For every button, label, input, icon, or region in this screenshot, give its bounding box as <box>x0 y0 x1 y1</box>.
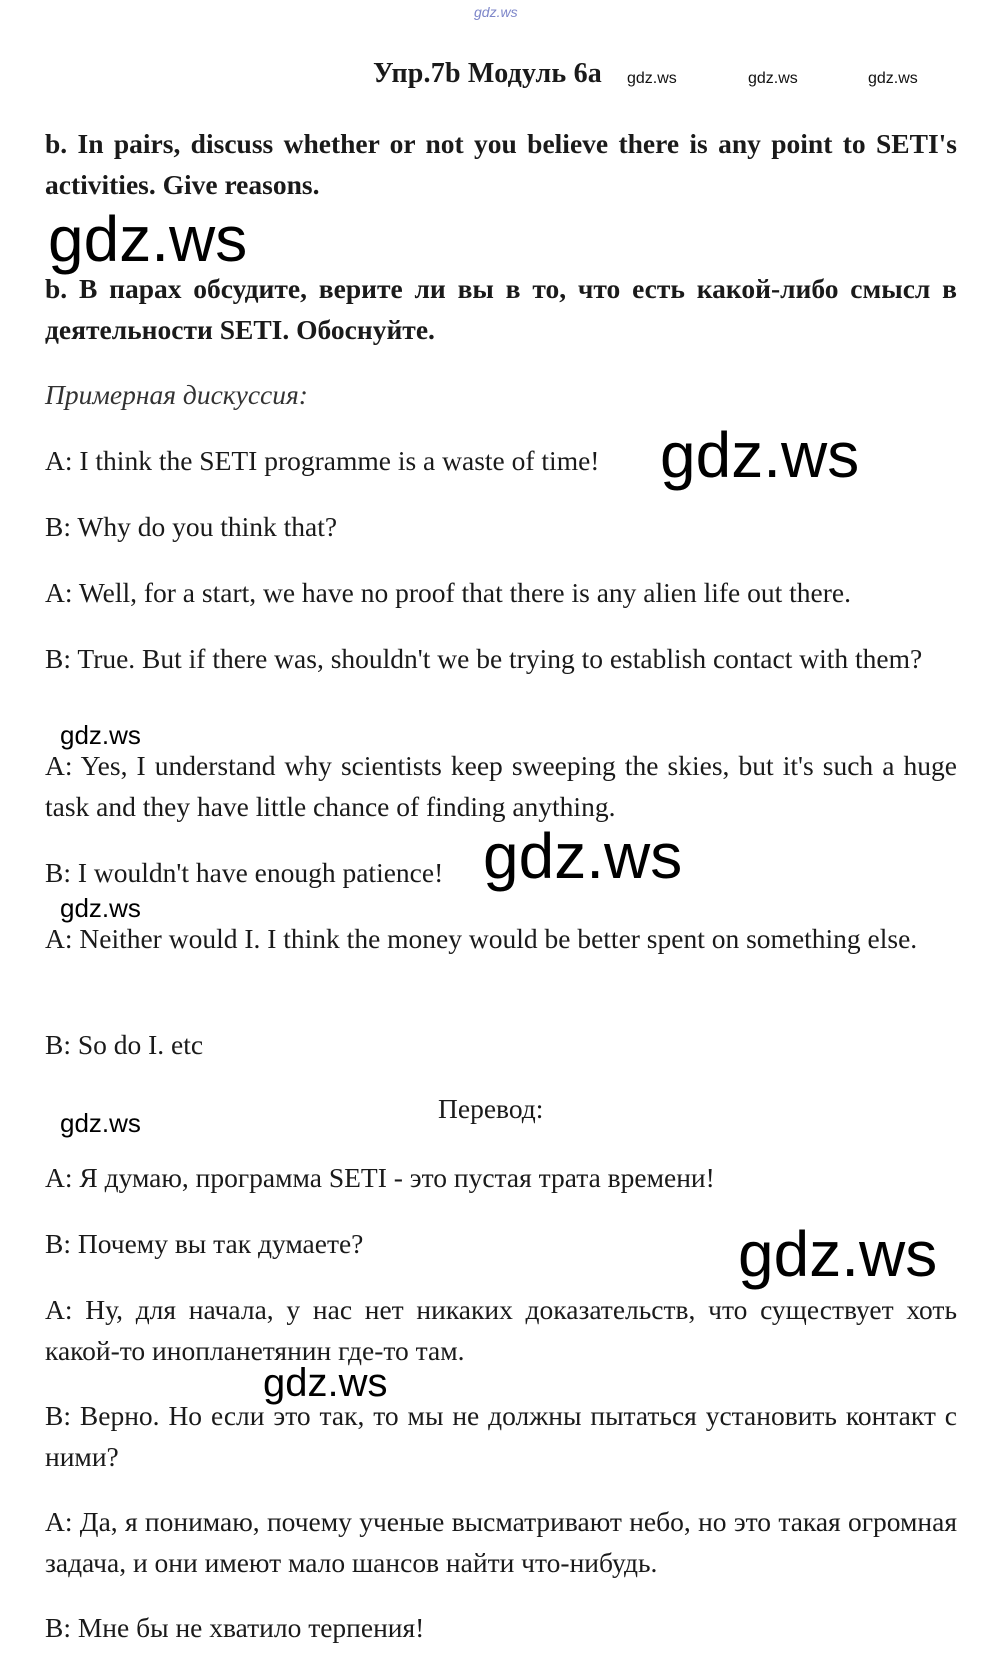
dialogue-ru-line: B: Мне бы не хватило терпения! <box>45 1612 425 1643</box>
watermark-header-2: gdz.ws <box>748 70 798 87</box>
dialogue-ru-line: B: Верно. Но если это так, то мы не должны пытаться установить контакт с ними? <box>45 1400 957 1472</box>
dialogue-en-line: B: So do I. etc <box>45 1029 204 1060</box>
dialogue-en-line: A: Well, for a start, we have no proof that there is any alien life out there. <box>45 577 851 608</box>
task-english: b. In pairs, discuss whether or not you believe there is any point to SETI's activities. Give reasons. <box>45 128 957 200</box>
page-title: Упр.7b Модуль 6a <box>373 58 602 89</box>
dialogue-en-line: A: Yes, I understand why scientists keep sweeping the skies, but it's such a huge task and they have little chance of finding anything. <box>45 750 957 822</box>
dialogue-ru-line: A: Да, я понимаю, почему ученые высматривают небо, но это такая огромная задача, и они имеют мало шансов найти что-нибудь. <box>45 1506 957 1578</box>
watermark-small-2: gdz.ws <box>60 893 141 923</box>
watermark-header-3: gdz.ws <box>868 70 918 87</box>
dialogue-ru-line: A: Я думаю, программа SETI - это пустая трата времени! <box>45 1162 715 1193</box>
dialogue-en-line: B: Why do you think that? <box>45 511 338 542</box>
watermark-big-4: gdz.ws <box>738 1218 938 1290</box>
watermark-big-3: gdz.ws <box>483 820 683 892</box>
dialogue-en-line: B: True. But if there was, shouldn't we be trying to establish contact with them? <box>45 643 923 674</box>
sample-label: Примерная дискуссия: <box>45 379 308 410</box>
dialogue-ru-line: B: Почему вы так думаете? <box>45 1228 364 1259</box>
translation-label: Перевод: <box>438 1093 544 1124</box>
watermark-mid-1: gdz.ws <box>263 1361 388 1405</box>
watermark-small-1: gdz.ws <box>60 720 141 750</box>
watermark-big-2: gdz.ws <box>660 419 860 491</box>
watermark-small-3: gdz.ws <box>60 1108 141 1138</box>
watermark-top: gdz.ws <box>474 4 518 20</box>
dialogue-en-line: A: Neither would I. I think the money would be better spent on something else. <box>45 923 918 954</box>
dialogue-en-line: B: I wouldn't have enough patience! <box>45 857 444 888</box>
watermark-header-1: gdz.ws <box>627 70 677 87</box>
task-russian: b. В парах обсудите, верите ли вы в то, что есть какой-либо смысл в деятельности SETI. Обоснуйте. <box>45 273 957 345</box>
dialogue-ru-line: A: Ну, для начала, у нас нет никаких доказательств, что существует хоть какой-то инопланетянин где-то там. <box>45 1294 957 1366</box>
dialogue-en-line: A: I think the SETI programme is a waste of time! <box>45 445 600 476</box>
watermark-big-1: gdz.ws <box>48 203 248 275</box>
